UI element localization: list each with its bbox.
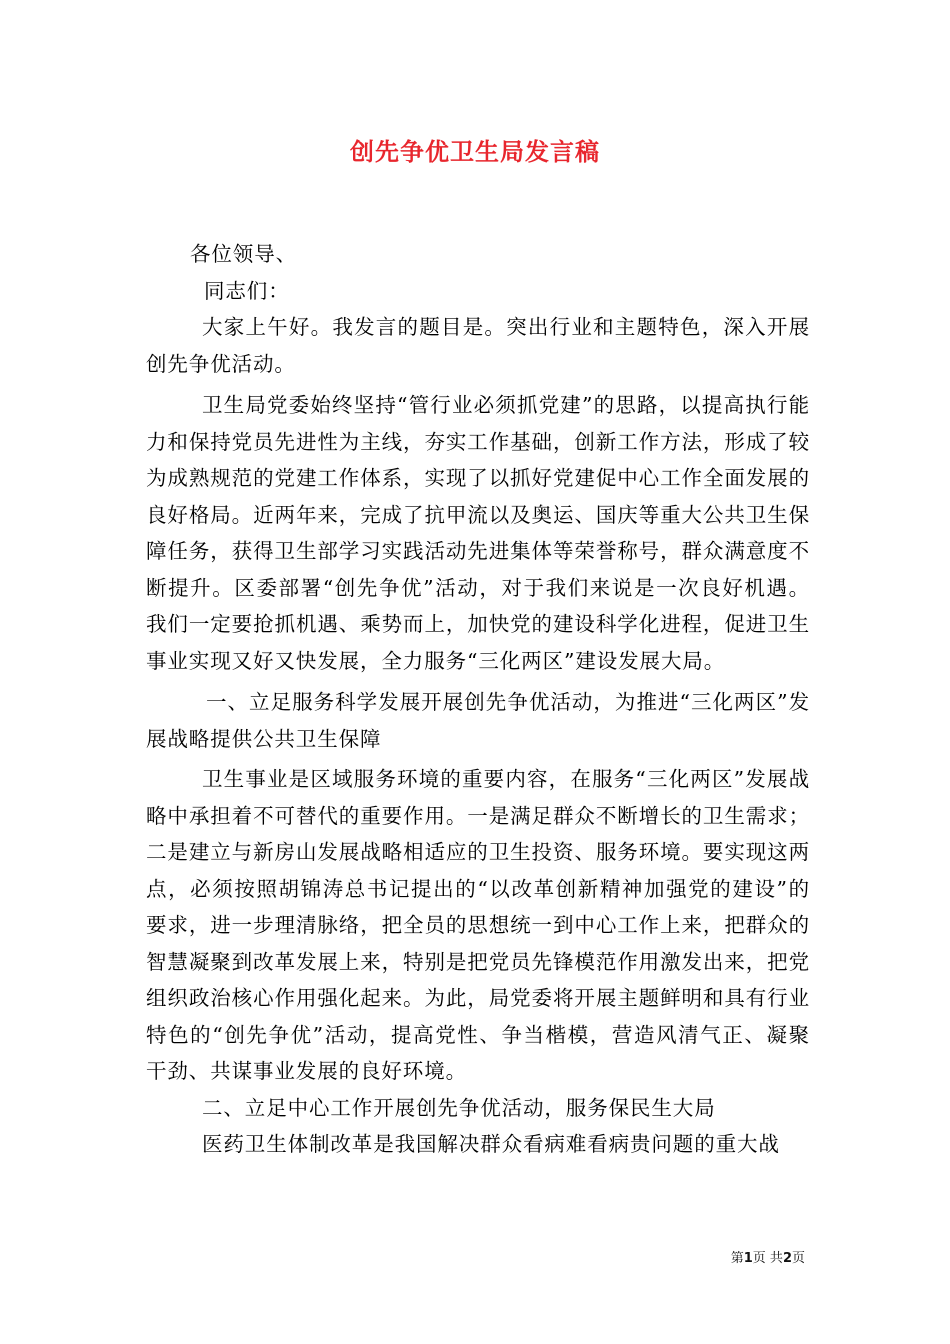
paragraph-greeting: 大家上午好。我发言的题目是。突出行业和主题特色，深入开展创先争优活动。 [146,315,810,376]
footer-total-pages: 2 [782,1251,792,1266]
salutation-leaders: 各位领导、 [190,242,297,266]
section-heading-one: 一、立足服务科学发展开展创先争优活动，为推进“三化两区”发展战略提供公共卫生保障 [146,690,810,751]
salutation-comrades: 同志们： [204,278,290,303]
footer-suffix: 页 [791,1251,805,1266]
paragraph-intro: 卫生局党委始终坚持“管行业必须抓党建”的思路，以提高执行能力和保持党员先进性为主线，夯实工作基础，创新工作方法，形成了较为成熟规范的党建工作体系，实现了以抓好党建促中心工作全面发展的良好格局。近两年来，完成了抗甲流以及奥运、国庆等重大公共卫生保障任务，获得卫生部学习实践活动先进集体等荣誉称号，群众满意度不断提升。区委部署“创先争优”活动，对于我们来说是一次良好机遇。我们一定要抢抓机遇、乘势而上，加快党的建设科学化进程，促进卫生事业实现又好又快发展，全力服务“三化两区”建设发展大局。 [146,393,810,673]
page-footer [731,1247,805,1266]
document-body [146,236,810,1163]
footer-middle: 页 共 [752,1251,783,1266]
paragraph-section-two: 医药卫生体制改革是我国解决群众看病难看病贵问题的重大战 [202,1132,780,1156]
footer-current-page: 1 [743,1251,753,1266]
section-heading-two: 二、立足中心工作开展创先争优活动，服务保民生大局 [202,1095,716,1120]
paragraph-section-one: 卫生事业是区域服务环境的重要内容，在服务“三化两区”发展战略中承担着不可替代的重要作用。一是满足群众不断增长的卫生需求；二是建立与新房山发展战略相适应的卫生投资、服务环境。要实现这两点，必须按照胡锦涛总书记提出的“以改革创新精神加强党的建设”的要求，进一步理清脉络，把全员的思想统一到中心工作上来，把群众的智慧凝聚到改革发展上来，特别是把党员先锋模范作用激发出来，把党组织政治核心作用强化起来。为此，局党委将开展主题鲜明和具有行业特色的“创先争优”活动，提高党性、争当楷模，营造风清气正、凝聚干劲、共谋事业发展的良好环境。 [146,767,810,1083]
footer-prefix: 第 [730,1251,744,1266]
document-title: 创先争优卫生局发言稿 [350,137,600,166]
